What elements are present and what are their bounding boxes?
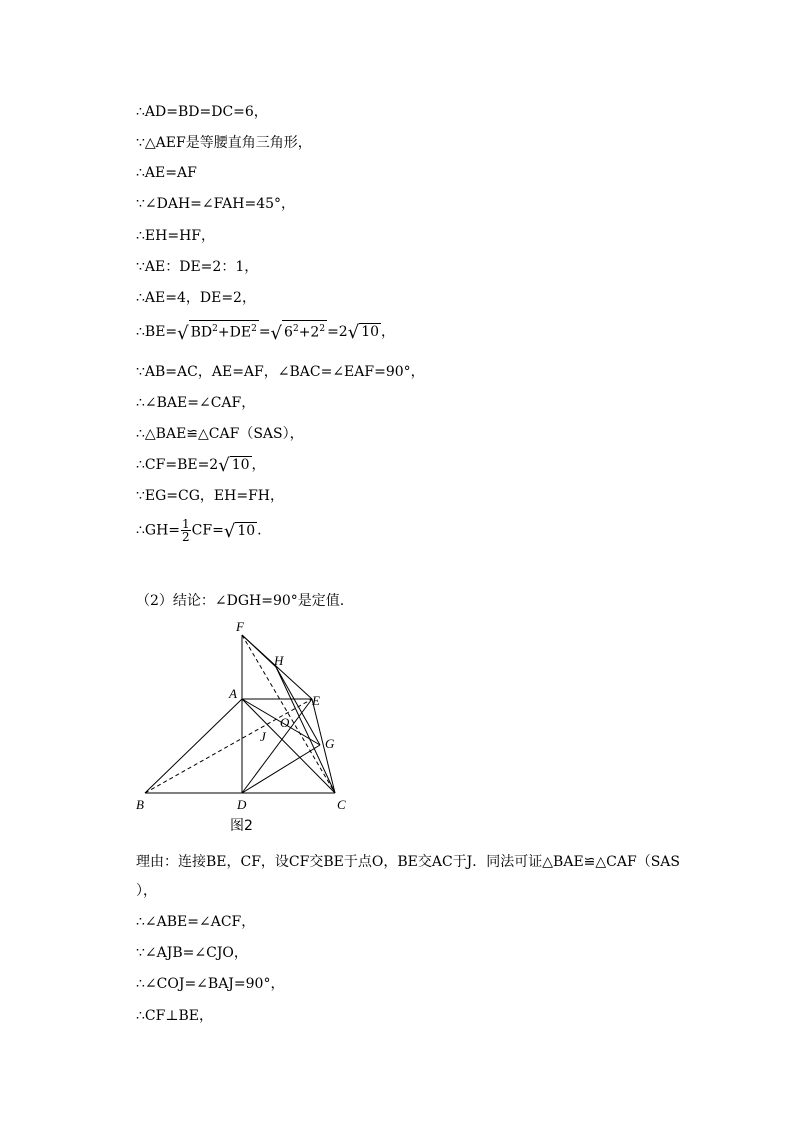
reason-line: ∴CF⊥BE， [136,1008,214,1024]
formula-text: BD [190,324,213,341]
formula-text: 2 [338,323,348,340]
cf-formula [136,454,266,476]
solution-line: ∵△AEF是等腰直角三角形， [136,135,312,151]
label-g: G [325,736,335,751]
label-b: B [136,797,144,812]
reason-line: ∴∠COJ=∠BAJ=90°， [136,976,285,992]
formula-text: ∴CF=BE=2 [136,457,219,473]
sqrt-expression: √ $6^2+2^2$ [271,320,328,344]
formula-text: 10 [361,323,380,340]
label-j: J [260,729,266,744]
label-f: F [236,619,244,634]
denominator: 2 [182,530,190,544]
gh-formula [136,517,262,544]
sqrt-expression: √ 10 [218,455,250,476]
formula-text: . [257,522,262,539]
formula-text: = [258,323,271,340]
sqrt-expression: √ $BD^2+DE^2$ [177,320,259,344]
exponent: 2 [319,324,326,334]
exponent: 2 [212,324,218,334]
formula-text: ， [251,457,266,473]
exponent: 2 [251,324,257,334]
solution-line: ∴AE=4，DE=2， [136,290,256,306]
formula-text: ∴GH= [136,522,181,539]
solution-line: ∴∠BAE=∠CAF， [136,395,256,411]
solution-line: ∵AE：DE=2：1， [136,259,259,275]
solution-line: ∴EH=HF， [136,228,215,244]
numerator: 1 [182,517,190,531]
sqrt-expression: √ 10 [223,520,256,542]
segment-hc [276,667,335,793]
reason-line: ）， [136,883,157,899]
label-d: D [237,797,247,812]
reason-line: 理由：连接BE，CF，设CF交BE于点O，BE交AC于J．同法可证△BAE≌△CAF（SAS [136,854,680,870]
formula-text: = [327,323,339,340]
solution-line: ∵∠DAH=∠FAH=45°， [136,196,296,212]
reason-line: ∵∠AJB=∠CJO， [136,945,248,961]
solution-line: ∵EG=CG，EH=FH， [136,488,285,504]
formula-text: 10 [231,457,250,473]
segment-de [242,699,312,793]
solution-line: ∴AE=AF [136,165,197,181]
segment-fc-dashed [242,635,335,793]
formula-text: +DE [217,324,252,341]
label-e: E [312,693,320,708]
be-formula [136,320,395,342]
solution-line: ∵AB=AC，AE=AF，∠BAC=∠EAF=90°， [136,364,425,380]
label-o: O [280,715,290,730]
segment-dg [242,745,320,793]
fraction [181,518,191,543]
geometry-figure [130,615,360,815]
segment-ac [242,699,335,793]
exponent: 2 [292,324,299,334]
formula-text: ， [381,323,396,340]
segment-be-dashed [145,699,312,793]
label-a: A [229,686,237,701]
formula-text: +2 [298,324,320,341]
solution-line: ∴AD=BD=DC=6， [136,104,268,120]
formula-text: 10 [237,522,256,539]
formula-text: ∴BE= [136,323,178,340]
label-h: H [274,653,284,668]
label-c: C [337,797,346,812]
solution-line: ∴△BAE≌△CAF（SAS）， [136,426,304,442]
segment-ab [145,699,242,793]
figure-caption: 图2 [230,818,253,834]
formula-text: 6 [284,324,293,341]
formula-text: CF= [191,522,224,539]
segment-fh [242,635,276,667]
reason-line: ∴∠ABE=∠ACF， [136,914,256,930]
sqrt-expression: √ 10 [347,321,380,343]
part2-conclusion: （2）结论：∠DGH=90°是定值. [136,593,345,609]
